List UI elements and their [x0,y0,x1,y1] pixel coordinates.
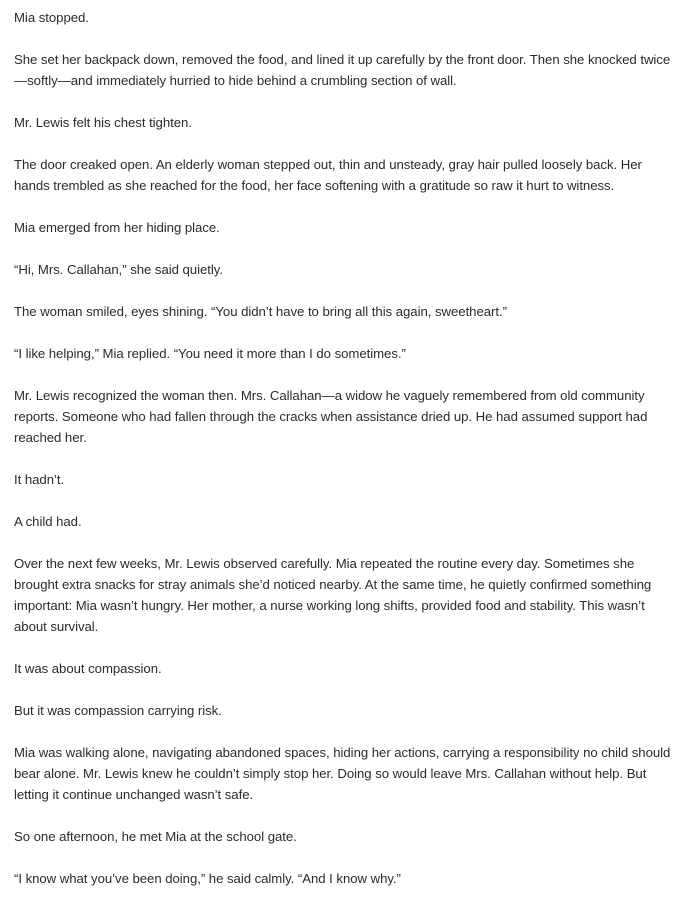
paragraph: It hadn’t. [14,472,65,487]
paragraph: Mr. Lewis recognized the woman then. Mrs. Callahan—a widow he vaguely remembered from old community reports. Someone who had fallen through the cracks when assistance dried up. He had assumed support had reached her. [14,388,648,445]
paragraph: “Hi, Mrs. Callahan,” she said quietly. [14,262,223,277]
paragraph: Mr. Lewis felt his chest tighten. [14,115,192,130]
paragraph: But it was compassion carrying risk. [14,703,222,718]
paragraph: So one afternoon, he met Mia at the school gate. [14,829,297,844]
paragraph: The woman smiled, eyes shining. “You didn’t have to bring all this again, sweetheart.” [14,304,507,319]
paragraph: “I like helping,” Mia replied. “You need it more than I do sometimes.” [14,346,406,361]
paragraph: Mia stopped. [14,10,89,25]
paragraph: Mia was walking alone, navigating abandoned spaces, hiding her actions, carrying a responsibility no child should bear alone. Mr. Lewis knew he couldn’t simply stop her. Doing so would leave Mrs. Callahan without help. But letting it continue unchanged wasn’t safe. [14,745,671,802]
paragraph: It was about compassion. [14,661,162,676]
paragraph: She set her backpack down, removed the food, and lined it up carefully by the front door. Then she knocked twice—softly—and immediately hurried to hide behind a crumbling section of wall. [14,52,671,88]
paragraph: A child had. [14,514,82,529]
paragraph: “I know what you’ve been doing,” he said calmly. “And I know why.” [14,871,401,886]
paragraph: The door creaked open. An elderly woman stepped out, thin and unsteady, gray hair pulled loosely back. Her hands trembled as she reached for the food, her face softening with a gratitude so raw it hurt to witness. [14,157,642,193]
paragraph: Mia emerged from her hiding place. [14,220,220,235]
story-text [14,7,676,910]
paragraph: Over the next few weeks, Mr. Lewis observed carefully. Mia repeated the routine every day. Sometimes she brought extra snacks for stray animals she’d noticed nearby. At the same time, he quietly confirmed something important: Mia wasn’t hungry. Her mother, a nurse working long shifts, provided food and stability. This wasn’t about survival. [14,556,652,634]
